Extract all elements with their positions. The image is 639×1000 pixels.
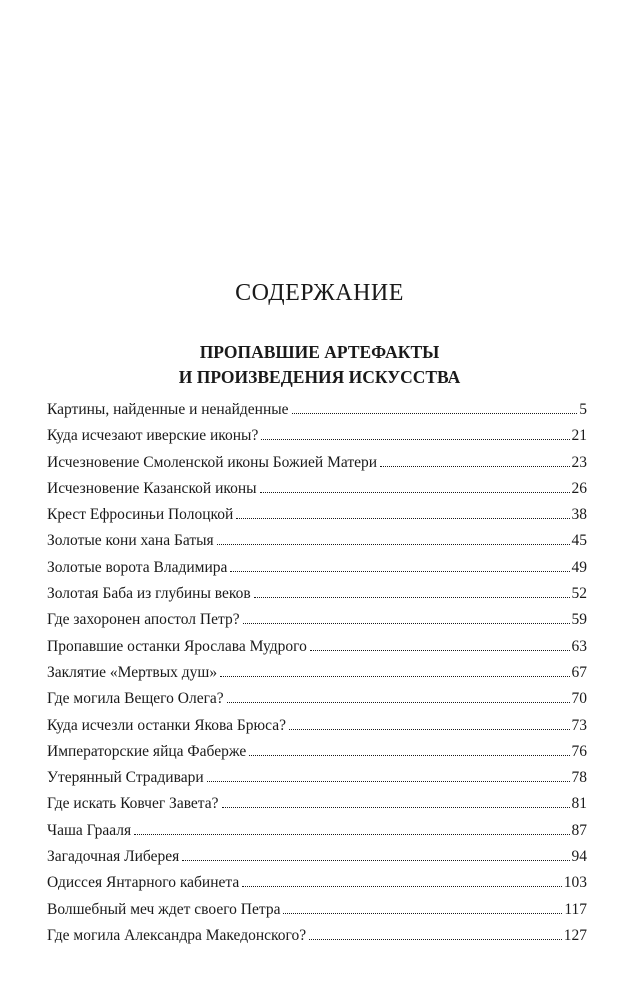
toc-dot-leader	[236, 504, 569, 519]
toc-entry	[47, 583, 587, 609]
toc-entry-title: Золотая Баба из глубины веков	[47, 585, 251, 603]
toc-entry-title: Куда исчезают иверские иконы?	[47, 427, 259, 445]
toc-entry-title: Золотые ворота Владимира	[47, 558, 228, 576]
toc-dot-leader	[227, 688, 570, 703]
toc-entry-page-number: 49	[571, 558, 587, 576]
toc-entry-title: Где искать Ковчег Завета?	[47, 795, 219, 813]
toc-entry-page-number: 127	[563, 926, 587, 944]
toc-entry-page-number: 63	[571, 637, 587, 655]
toc-title: СОДЕРЖАНИЕ	[235, 280, 404, 306]
toc-entry	[47, 793, 587, 819]
section-title-line-2: И ПРОИЗВЕДЕНИЯ ИСКУССТВА	[178, 367, 461, 387]
toc-dot-leader	[260, 478, 570, 493]
toc-entry-title: Пропавшие останки Ярослава Мудрого	[47, 637, 307, 655]
toc-entry	[47, 504, 587, 530]
toc-entry	[47, 662, 587, 688]
toc-entry-page-number: 87	[571, 821, 587, 839]
toc-dot-leader	[289, 715, 570, 730]
toc-entry-title: Золотые кони хана Батыя	[47, 532, 214, 550]
toc-dot-leader	[222, 793, 570, 808]
toc-entry	[47, 636, 587, 662]
toc-dot-leader	[230, 557, 569, 572]
toc-entry	[47, 715, 587, 741]
toc-entry-title: Где могила Вещего Олега?	[47, 690, 224, 708]
toc-entry	[47, 557, 587, 583]
toc-entry-page-number: 67	[571, 663, 587, 681]
toc-entry-page-number: 21	[571, 427, 587, 445]
toc-entry-title: Где могила Александра Македонского?	[47, 926, 307, 944]
toc-entry-title: Императорские яйца Фаберже	[47, 742, 247, 760]
toc-entry-title: Утерянный Страдивари	[47, 769, 204, 787]
toc-entry	[47, 530, 587, 556]
toc-entry-page-number: 117	[564, 900, 587, 918]
toc-entry	[47, 452, 587, 478]
toc-dot-leader	[220, 662, 569, 677]
toc-entry-page-number: 5	[579, 401, 587, 418]
toc-dot-leader	[242, 872, 562, 887]
section-title-line-1: ПРОПАВШИЕ АРТЕФАКТЫ	[199, 342, 440, 362]
toc-entry-page-number: 76	[571, 742, 587, 760]
toc-entry	[47, 609, 587, 635]
toc-dot-leader	[283, 899, 562, 914]
toc-entry	[47, 899, 587, 925]
toc-entry	[47, 846, 587, 872]
toc-dot-leader	[182, 846, 569, 861]
toc-entry-page-number: 59	[571, 611, 587, 629]
toc-entry-title: Исчезновение Смоленской иконы Божией Матери	[47, 453, 378, 471]
toc-entry-page-number: 103	[563, 874, 587, 892]
toc-entry-page-number: 45	[571, 532, 587, 550]
toc-entry-title: Исчезновение Казанской иконы	[47, 479, 257, 497]
toc-entry	[47, 688, 587, 714]
toc-entry	[47, 767, 587, 793]
toc-dot-leader	[292, 399, 578, 414]
toc-dot-leader	[261, 425, 569, 440]
toc-entry	[47, 820, 587, 846]
toc-dot-leader	[310, 636, 570, 651]
toc-entry-title: Волшебный меч ждет своего Петра	[47, 900, 281, 918]
toc-entry	[47, 399, 587, 425]
toc-entry-title: Одиссея Янтарного кабинета	[47, 874, 240, 892]
toc-entry	[47, 741, 587, 767]
toc-entry-page-number: 81	[571, 795, 587, 813]
toc-dot-leader	[309, 925, 562, 940]
toc-dot-leader	[249, 741, 569, 756]
toc-dot-leader	[380, 452, 569, 467]
toc-dot-leader	[134, 820, 569, 835]
toc-dot-leader	[243, 609, 570, 624]
toc-entry	[47, 872, 587, 898]
toc-dot-leader	[254, 583, 570, 598]
toc-dot-leader	[207, 767, 570, 782]
toc-entry-page-number: 94	[571, 848, 587, 866]
toc-entry-page-number: 38	[571, 506, 587, 524]
toc-entry	[47, 925, 587, 951]
toc-entry-page-number: 73	[571, 716, 587, 734]
toc-list	[47, 399, 587, 951]
toc-entry-page-number: 23	[571, 453, 587, 471]
toc-entry-page-number: 26	[571, 479, 587, 497]
toc-entry-title: Загадочная Либерея	[47, 848, 180, 866]
toc-entry-title: Крест Ефросиньи Полоцкой	[47, 506, 234, 524]
toc-entry-title: Куда исчезли останки Якова Брюса?	[47, 716, 286, 734]
toc-entry-title: Заклятие «Мертвых душ»	[47, 663, 218, 681]
toc-entry-page-number: 70	[571, 690, 587, 708]
toc-entry-title: Картины, найденные и ненайденные	[47, 401, 289, 418]
toc-entry-page-number: 78	[571, 769, 587, 787]
toc-entry-title: Чаша Грааля	[47, 821, 132, 839]
toc-entry	[47, 425, 587, 451]
toc-entry-page-number: 52	[571, 585, 587, 603]
section-title	[0, 340, 639, 390]
toc-dot-leader	[217, 530, 570, 545]
toc-entry	[47, 478, 587, 504]
toc-entry-title: Где захоронен апостол Петр?	[47, 611, 240, 629]
